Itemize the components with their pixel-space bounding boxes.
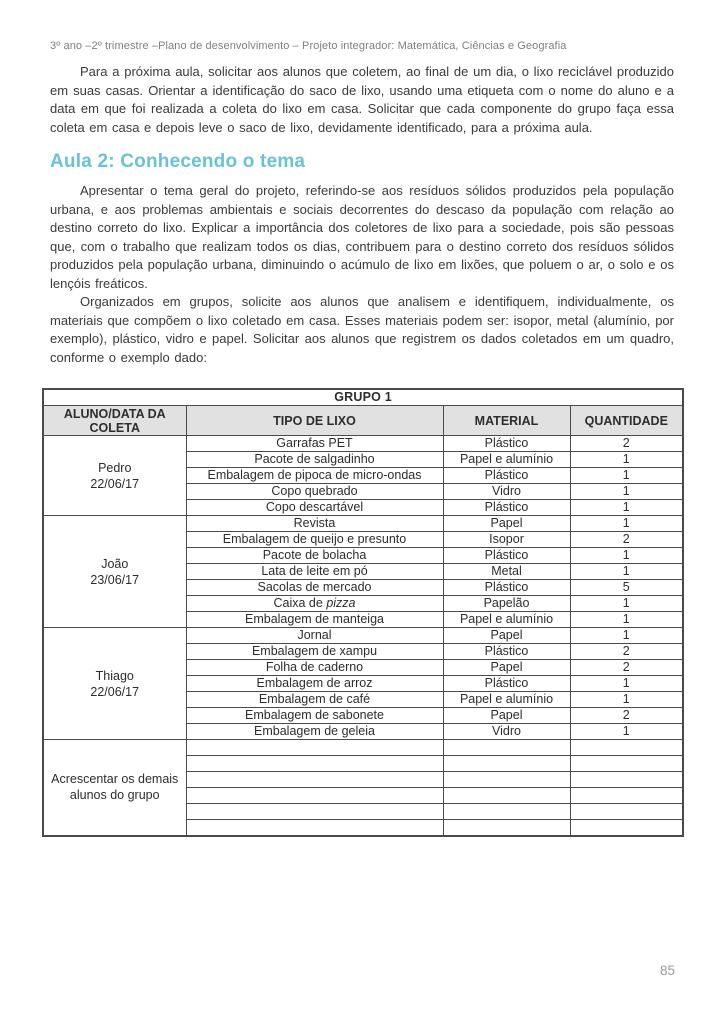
- table-body: [43, 436, 683, 836]
- tipo-cell: Jornal: [186, 628, 443, 644]
- quantidade-cell: [570, 756, 683, 772]
- table-row: [43, 740, 683, 756]
- quantidade-cell: 2: [570, 436, 683, 452]
- quantidade-cell: 1: [570, 468, 683, 484]
- material-cell: Papel e alumínio: [443, 612, 570, 628]
- material-cell: Isopor: [443, 532, 570, 548]
- tipo-cell: Copo quebrado: [186, 484, 443, 500]
- data-table: [42, 388, 684, 837]
- table-title-row: [43, 389, 683, 406]
- collection-date: 22/06/17: [90, 476, 140, 491]
- col-header-tipo-de-lixo: TIPO DE LIXO: [186, 406, 443, 436]
- quantidade-cell: 1: [570, 596, 683, 612]
- material-cell: Vidro: [443, 724, 570, 740]
- material-cell: Papel e alumínio: [443, 452, 570, 468]
- table-row: [43, 516, 683, 532]
- student-name: João: [101, 556, 129, 571]
- material-cell: Papel: [443, 660, 570, 676]
- quantidade-cell: 1: [570, 452, 683, 468]
- quantidade-cell: 2: [570, 644, 683, 660]
- quantidade-cell: 2: [570, 532, 683, 548]
- material-cell: Plástico: [443, 644, 570, 660]
- student-name: Pedro: [98, 460, 132, 475]
- quantidade-cell: [570, 820, 683, 836]
- table-row: [43, 436, 683, 452]
- material-cell: Papel e alumínio: [443, 692, 570, 708]
- paragraph-next-class: Para a próxima aula, solicitar aos alunos que coletem, ao final de um dia, o lixo reciclável produzido em suas casas. Orientar a identificação do saco de lixo, usando uma etiqueta com o nome do aluno e a data em que foi realizada a coleta do lixo em casa. Solicitar que cada componente do grupo faça essa coleta em casa e depois leve o saco de lixo, devidamente identificado, para a próxima aula.: [50, 64, 674, 135]
- student-name: Thiago: [95, 668, 134, 683]
- tipo-cell: Copo descartável: [186, 500, 443, 516]
- col-header-quantidade: QUANTIDADE: [570, 406, 683, 436]
- material-cell: [443, 804, 570, 820]
- material-cell: Papel: [443, 516, 570, 532]
- quantidade-cell: 1: [570, 692, 683, 708]
- table-row: [43, 628, 683, 644]
- collection-date: 23/06/17: [90, 572, 140, 587]
- tipo-cell: Caixa de pizza: [186, 596, 443, 612]
- material-cell: Papel: [443, 708, 570, 724]
- tipo-cell: Folha de caderno: [186, 660, 443, 676]
- quantidade-cell: [570, 772, 683, 788]
- student-cell: [43, 628, 186, 740]
- material-cell: [443, 756, 570, 772]
- student-cell: [43, 516, 186, 628]
- tipo-cell: [186, 740, 443, 756]
- material-cell: Vidro: [443, 484, 570, 500]
- material-cell: [443, 820, 570, 836]
- quantidade-cell: 2: [570, 708, 683, 724]
- tipo-cell: [186, 820, 443, 836]
- quantidade-cell: 1: [570, 724, 683, 740]
- material-cell: Plástico: [443, 548, 570, 564]
- table-header-row: [43, 406, 683, 436]
- material-cell: Metal: [443, 564, 570, 580]
- tipo-cell: [186, 804, 443, 820]
- quantidade-cell: 1: [570, 676, 683, 692]
- quantidade-cell: 1: [570, 612, 683, 628]
- tipo-cell: Revista: [186, 516, 443, 532]
- tipo-cell: Embalagem de arroz: [186, 676, 443, 692]
- tipo-cell: Embalagem de pipoca de micro-ondas: [186, 468, 443, 484]
- quantidade-cell: 1: [570, 548, 683, 564]
- quantidade-cell: 1: [570, 564, 683, 580]
- quantidade-cell: [570, 740, 683, 756]
- running-header: 3º ano –2º trimestre –Plano de desenvolvimento – Projeto integrador: Matemática, Ciências e Geografia: [50, 40, 567, 52]
- paragraph-organize-groups: Organizados em grupos, solicite aos alunos que analisem e identifiquem, individualmente, os materiais que compõem o lixo coletado em casa. Esses materiais podem ser: isopor, metal (alumínio, por exemplo), plástico, vidro e papel. Solicitar aos alunos que registrem os dados coletados em um quadro, conforme o exemplo dado:: [50, 294, 674, 365]
- material-cell: Plástico: [443, 436, 570, 452]
- tipo-cell: Embalagem de café: [186, 692, 443, 708]
- tipo-cell: [186, 772, 443, 788]
- quantidade-cell: 5: [570, 580, 683, 596]
- page-content: [50, 63, 674, 837]
- col-header-material: MATERIAL: [443, 406, 570, 436]
- tipo-cell: Pacote de bolacha: [186, 548, 443, 564]
- tipo-cell: [186, 756, 443, 772]
- material-cell: Plástico: [443, 468, 570, 484]
- table-title: GRUPO 1: [43, 389, 683, 406]
- quantidade-cell: [570, 804, 683, 820]
- tipo-cell: Embalagem de queijo e presunto: [186, 532, 443, 548]
- student-cell: [43, 436, 186, 516]
- material-cell: Papel: [443, 628, 570, 644]
- quantidade-cell: 1: [570, 516, 683, 532]
- section-heading-aula-2: Aula 2: Conhecendo o tema: [50, 151, 306, 172]
- italic-term: pizza: [326, 596, 356, 610]
- student-cell: [43, 740, 186, 836]
- student-name: Acrescentar os demais alunos do grupo: [51, 772, 179, 803]
- quantidade-cell: 2: [570, 660, 683, 676]
- quantidade-cell: [570, 788, 683, 804]
- tipo-cell: Pacote de salgadinho: [186, 452, 443, 468]
- material-cell: Plástico: [443, 580, 570, 596]
- quantidade-cell: 1: [570, 484, 683, 500]
- material-cell: Papelão: [443, 596, 570, 612]
- material-cell: Plástico: [443, 676, 570, 692]
- quantidade-cell: 1: [570, 500, 683, 516]
- quantidade-cell: 1: [570, 628, 683, 644]
- material-cell: Plástico: [443, 500, 570, 516]
- tipo-cell: Garrafas PET: [186, 436, 443, 452]
- table-head-section: [43, 389, 683, 436]
- tipo-cell: Embalagem de sabonete: [186, 708, 443, 724]
- page-number: 85: [659, 963, 675, 978]
- paragraph-present-theme: Apresentar o tema geral do projeto, referindo-se aos resíduos sólidos produzidos pela população urbana, e aos problemas ambientais e sociais decorrentes do descaso da população com relação ao destino correto do lixo. Explicar a importância dos coletores de lixo para a sociedade, pois são pessoas que, com o trabalho que realizam todos os dias, contribuem para o destino correto dos resíduos sólidos produzidos pela população urbana, diminuindo o acúmulo de lixo em lixões, que poluem o ar, o solo e os lençóis freáticos.: [50, 183, 674, 291]
- tipo-cell: Lata de leite em pó: [186, 564, 443, 580]
- group-table-wrap: [42, 388, 682, 837]
- tipo-cell: Embalagem de geleia: [186, 724, 443, 740]
- material-cell: [443, 740, 570, 756]
- material-cell: [443, 788, 570, 804]
- tipo-cell: [186, 788, 443, 804]
- col-header-aluno-data: ALUNO/DATA DA COLETA: [43, 406, 186, 436]
- tipo-cell: Embalagem de xampu: [186, 644, 443, 660]
- material-cell: [443, 772, 570, 788]
- tipo-cell: Embalagem de manteiga: [186, 612, 443, 628]
- tipo-cell: Sacolas de mercado: [186, 580, 443, 596]
- collection-date: 22/06/17: [90, 684, 140, 699]
